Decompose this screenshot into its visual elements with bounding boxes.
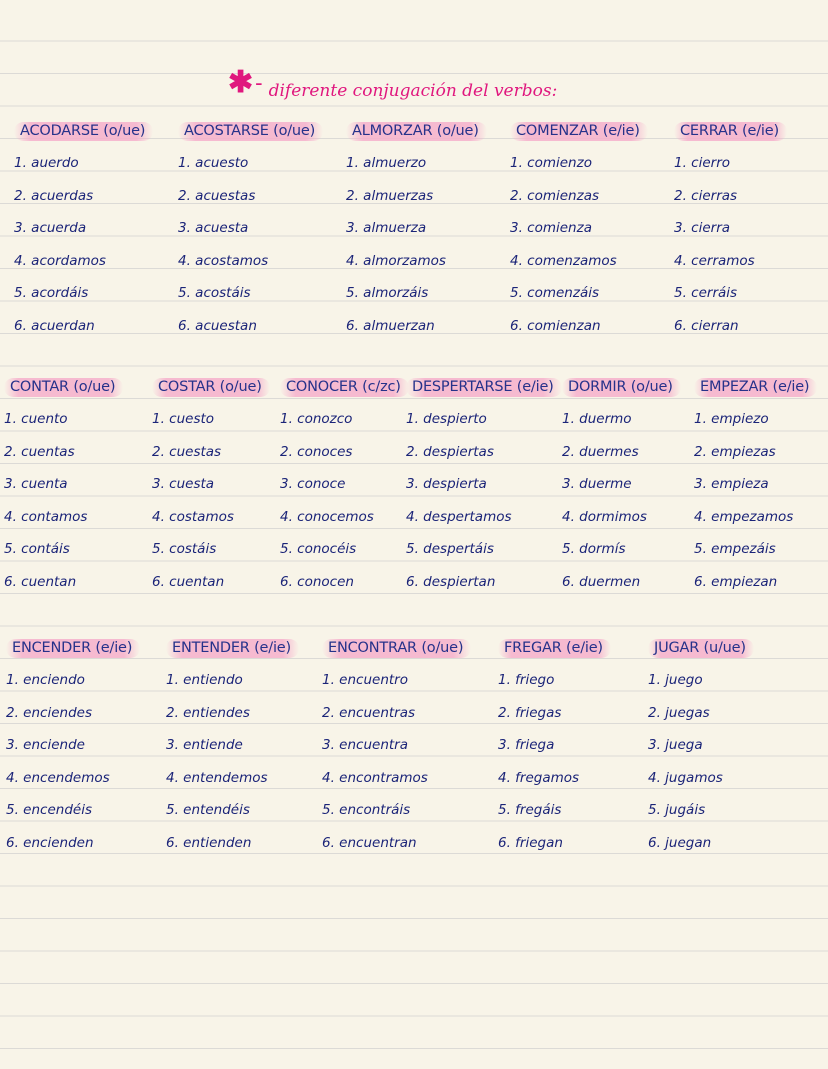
verb-column-entender xyxy=(166,637,299,853)
conjugation-item: 4. acostamos xyxy=(178,252,269,269)
conjugation-item: 1. almuerzo xyxy=(346,155,427,171)
conjugation-item: 5. contáis xyxy=(4,541,70,557)
conjugation-item: 3. cierra xyxy=(674,220,731,236)
conjugation-item: 3. acuerda xyxy=(14,220,87,236)
conjugation-item: 6. acuerdan xyxy=(14,317,95,334)
conjugation-item: 5. conocéis xyxy=(280,541,357,557)
conjugation-item: 3. duerme xyxy=(562,476,632,492)
conjugation-item: 1. enciendo xyxy=(6,672,85,688)
verb-column-comenzar xyxy=(510,120,648,336)
conjugation-item: 6. cuentan xyxy=(4,573,77,590)
conjugation-item: 1. auerdo xyxy=(14,155,79,171)
conjugation-item: 5. entendéis xyxy=(166,802,250,818)
conjugation-list xyxy=(674,147,787,342)
verb-heading: DORMIR (o/ue) xyxy=(562,378,681,397)
conjugation-item: 2. empiezas xyxy=(694,443,776,460)
conjugation-item: 4. entendemos xyxy=(166,769,268,786)
verb-heading: COMENZAR (e/ie) xyxy=(510,122,648,141)
conjugation-item: 2. juegas xyxy=(648,704,710,721)
conjugation-item: 4. encendemos xyxy=(6,769,110,786)
conjugation-item: 6. entienden xyxy=(166,834,252,851)
conjugation-item: 4. acordamos xyxy=(14,252,106,269)
conjugation-item: 1. entiendo xyxy=(166,672,243,688)
verb-heading: CONTAR (o/ue) xyxy=(4,378,123,397)
verb-column-almorzar xyxy=(346,120,487,336)
conjugation-item: 2. entiendes xyxy=(166,704,250,721)
conjugation-item: 1. comienzo xyxy=(510,155,592,171)
title-text: diferente conjugación del verbos: xyxy=(268,81,558,101)
conjugation-item: 5. encontráis xyxy=(322,802,411,818)
verb-heading: EMPEZAR (e/ie) xyxy=(694,378,817,397)
conjugation-item: 2. duermes xyxy=(562,443,639,460)
conjugation-item: 4. conocemos xyxy=(280,508,374,525)
conjugation-item: 6. cuentan xyxy=(152,573,225,590)
conjugation-item: 4. dormimos xyxy=(562,508,647,525)
conjugation-item: 2. acuestas xyxy=(178,187,256,204)
conjugation-item: 1. empiezo xyxy=(694,411,769,427)
conjugation-item: 6. empiezan xyxy=(694,573,778,590)
conjugation-list xyxy=(178,147,323,342)
conjugation-item: 3. encuentra xyxy=(322,737,408,753)
conjugation-item: 1. conozco xyxy=(280,411,353,427)
conjugation-item: 2. enciendes xyxy=(6,704,92,721)
verb-heading: CONOCER (c/zc) xyxy=(280,378,409,397)
conjugation-list xyxy=(562,403,681,598)
conjugation-item: 5. cerráis xyxy=(674,285,738,301)
conjugation-item: 4. jugamos xyxy=(648,769,723,786)
verb-heading: ENCENDER (e/ie) xyxy=(6,639,140,658)
conjugation-item: 6. encienden xyxy=(6,834,94,851)
verb-heading: ALMORZAR (o/ue) xyxy=(346,122,487,141)
conjugation-item: 4. empezamos xyxy=(694,508,794,525)
conjugation-item: 3. empieza xyxy=(694,476,769,492)
conjugation-item: 2. cuestas xyxy=(152,443,222,460)
conjugation-item: 5. costáis xyxy=(152,541,217,557)
conjugation-item: 4. despertamos xyxy=(406,508,512,525)
conjugation-item: 3. despierta xyxy=(406,476,487,492)
verb-column-acostarse xyxy=(178,120,323,336)
conjugation-item: 5. dormís xyxy=(562,541,626,557)
conjugation-list xyxy=(166,664,299,859)
verb-column-empezar xyxy=(694,376,817,592)
conjugation-item: 4. comenzamos xyxy=(510,252,617,269)
conjugation-item: 6. acuestan xyxy=(178,317,257,334)
conjugation-item: 1. encuentro xyxy=(322,672,408,688)
verb-heading: COSTAR (o/ue) xyxy=(152,378,270,397)
conjugation-item: 5. almorzáis xyxy=(346,285,429,301)
verb-heading: FREGAR (e/ie) xyxy=(498,639,611,658)
verb-group-1 xyxy=(0,120,828,350)
conjugation-item: 6. friegan xyxy=(498,834,563,851)
conjugation-item: 5. acostáis xyxy=(178,285,251,301)
conjugation-list xyxy=(498,664,611,859)
conjugation-item: 1. duermo xyxy=(562,411,632,427)
conjugation-item: 5. jugáis xyxy=(648,802,706,818)
conjugation-item: 6. conocen xyxy=(280,573,354,590)
conjugation-item: 3. friega xyxy=(498,737,555,753)
conjugation-item: 2. comienzas xyxy=(510,187,600,204)
conjugation-list xyxy=(152,403,270,598)
verb-heading: ACOSTARSE (o/ue) xyxy=(178,122,323,141)
conjugation-item: 3. comienza xyxy=(510,220,592,236)
conjugation-item: 6. juegan xyxy=(648,834,712,851)
conjugation-item: 2. friegas xyxy=(498,704,562,721)
verb-column-acodarse xyxy=(14,120,153,336)
conjugation-item: 4. contamos xyxy=(4,508,88,525)
verb-heading: ENCONTRAR (o/ue) xyxy=(322,639,471,658)
conjugation-list xyxy=(4,403,123,598)
verb-heading: JUGAR (u/ue) xyxy=(648,639,754,658)
verb-column-cerrar xyxy=(674,120,787,336)
conjugation-list xyxy=(14,147,153,342)
conjugation-item: 1. friego xyxy=(498,672,555,688)
conjugation-item: 1. juego xyxy=(648,672,703,688)
asterisk-icon: ✱ xyxy=(228,65,254,100)
conjugation-item: 5. despertáis xyxy=(406,541,494,557)
conjugation-item: 3. conoce xyxy=(280,476,346,492)
conjugation-list xyxy=(322,664,471,859)
verb-column-dormir xyxy=(562,376,681,592)
conjugation-item: 4. encontramos xyxy=(322,769,428,786)
conjugation-list xyxy=(406,403,562,598)
conjugation-item: 1. cierro xyxy=(674,155,731,171)
conjugation-item: 3. juega xyxy=(648,737,703,753)
conjugation-list xyxy=(694,403,817,598)
conjugation-item: 3. enciende xyxy=(6,737,85,753)
conjugation-item: 6. comienzan xyxy=(510,317,601,334)
conjugation-item: 5. comenzáis xyxy=(510,285,600,301)
title-dash: - xyxy=(255,70,263,96)
verb-column-jugar xyxy=(648,637,754,853)
conjugation-list xyxy=(346,147,487,342)
verb-column-costar xyxy=(152,376,270,592)
conjugation-item: 3. cuesta xyxy=(152,476,215,492)
conjugation-item: 2. acuerdas xyxy=(14,187,94,204)
conjugation-item: 4. almorzamos xyxy=(346,252,446,269)
conjugation-item: 4. costamos xyxy=(152,508,234,525)
conjugation-item: 1. cuento xyxy=(4,411,68,427)
verb-heading: CERRAR (e/ie) xyxy=(674,122,787,141)
conjugation-list xyxy=(280,403,409,598)
conjugation-item: 1. acuesto xyxy=(178,155,249,171)
conjugation-item: 5. encendéis xyxy=(6,802,92,818)
conjugation-item: 2. encuentras xyxy=(322,704,416,721)
conjugation-item: 5. empezáis xyxy=(694,541,776,557)
conjugation-item: 1. despierto xyxy=(406,411,487,427)
conjugation-item: 4. fregamos xyxy=(498,769,580,786)
conjugation-item: 2. cierras xyxy=(674,187,738,204)
conjugation-list xyxy=(510,147,648,342)
conjugation-item: 6. despiertan xyxy=(406,573,496,590)
verb-column-contar xyxy=(4,376,123,592)
conjugation-item: 4. cerramos xyxy=(674,252,755,269)
conjugation-item: 6. duermen xyxy=(562,573,641,590)
verb-heading: ENTENDER (e/ie) xyxy=(166,639,299,658)
conjugation-item: 3. acuesta xyxy=(178,220,249,236)
verb-group-2 xyxy=(0,376,828,606)
conjugation-item: 3. almuerza xyxy=(346,220,427,236)
verb-column-encender xyxy=(6,637,140,853)
verb-column-despertarse xyxy=(406,376,562,592)
conjugation-item: 3. cuenta xyxy=(4,476,68,492)
conjugation-item: 5. acordáis xyxy=(14,285,89,301)
verb-group-3 xyxy=(0,637,828,867)
verb-column-conocer xyxy=(280,376,409,592)
verb-column-encontrar xyxy=(322,637,471,853)
conjugation-list xyxy=(6,664,140,859)
verb-heading: ACODARSE (o/ue) xyxy=(14,122,153,141)
page-title xyxy=(228,65,558,101)
conjugation-list xyxy=(648,664,754,859)
conjugation-item: 2. cuentas xyxy=(4,443,75,460)
conjugation-item: 2. despiertas xyxy=(406,443,494,460)
conjugation-item: 3. entiende xyxy=(166,737,243,753)
conjugation-item: 6. cierran xyxy=(674,317,739,334)
conjugation-item: 1. cuesto xyxy=(152,411,215,427)
conjugation-item: 6. encuentran xyxy=(322,834,417,851)
conjugation-item: 2. conoces xyxy=(280,443,353,460)
conjugation-item: 5. fregáis xyxy=(498,802,562,818)
conjugation-item: 6. almuerzan xyxy=(346,317,435,334)
verb-column-fregar xyxy=(498,637,611,853)
conjugation-item: 2. almuerzas xyxy=(346,187,434,204)
verb-heading: DESPERTARSE (e/ie) xyxy=(406,378,562,397)
